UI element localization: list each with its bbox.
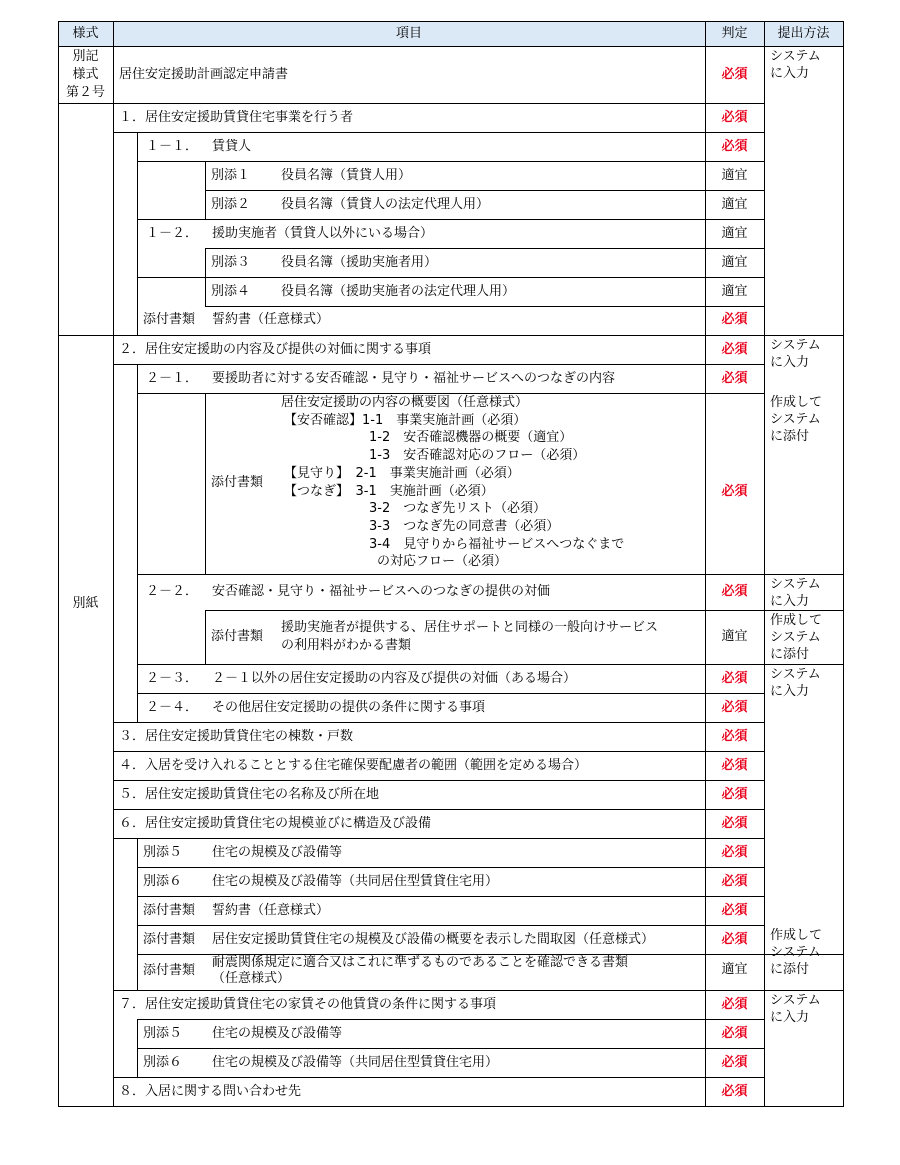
- required-mark: 必須: [721, 671, 748, 686]
- pledge-label: 誓約書（任意様式）: [212, 903, 330, 918]
- required-mark: 必須: [721, 874, 748, 889]
- form-title: 居住安定援助計画認定申請書: [119, 67, 289, 82]
- item-number: １－１．: [146, 139, 199, 154]
- submission-system-input: システム に入力: [770, 577, 821, 609]
- submission-attach: 作成して システム に添付: [770, 928, 823, 977]
- required-mark: 必須: [721, 700, 748, 715]
- table-rule: [58, 103, 765, 104]
- section-2: ２．居住安定援助の内容及び提供の対価に関する事項: [119, 342, 432, 357]
- submission-system-input: システム に入力: [770, 338, 821, 370]
- submission-system-input: システム に入力: [770, 667, 821, 699]
- table-rule: [137, 132, 138, 336]
- table-rule: [137, 1048, 765, 1049]
- attachment-label: 役員名簿（援助実施者用）: [281, 255, 438, 270]
- item-label: その他居住安定援助の提供の条件に関する事項: [212, 700, 486, 715]
- required-mark: 必須: [721, 1026, 748, 1041]
- table-rule: [113, 722, 765, 723]
- attachment-label: 住宅の規模及び設備等: [212, 845, 343, 860]
- attachment-label: 役員名簿（賃貸人用）: [281, 168, 412, 183]
- table-rule: [137, 1019, 765, 1020]
- item-label: 援助実施者（賃貸人以外にいる場合）: [212, 226, 434, 241]
- header-item: 項目: [395, 26, 422, 41]
- required-mark: 必須: [721, 584, 748, 599]
- overview-doc-line: 1-2 安否確認機器の概要（適宜）: [369, 430, 573, 446]
- table-rule: [137, 277, 765, 278]
- attachment-number: 別添５: [143, 1026, 183, 1041]
- optional-mark: 適宜: [721, 197, 748, 212]
- section-1: １．居住安定援助賃貸住宅事業を行う者: [119, 110, 354, 125]
- table-rule: [205, 393, 206, 575]
- table-rule: [205, 610, 844, 611]
- item-number: １－２．: [146, 226, 199, 241]
- item-label: 要援助者に対する安否確認・見守り・福祉サービスへのつなぎの内容: [212, 371, 616, 386]
- optional-mark: 適宜: [721, 168, 748, 183]
- overview-doc-line: 【見守り】 2-1 事業実施計画（必須）: [284, 465, 520, 481]
- item-label: 安否確認・見守り・福祉サービスへのつなぎの提供の対価: [212, 584, 551, 599]
- table-rule: [137, 574, 844, 575]
- item-number: ２－４．: [146, 700, 199, 715]
- required-mark: 必須: [721, 997, 748, 1012]
- overview-doc-line: 3-4 見守りから福祉サービスへつなぐまで: [369, 536, 625, 552]
- attachment-label: 住宅の規模及び設備等（共同居住型賃貸住宅用）: [212, 1055, 499, 1070]
- docs-label: 添付書類: [143, 312, 196, 327]
- table-rule: [205, 190, 765, 191]
- submission-system-input: システム に入力: [770, 49, 821, 81]
- section-7: ７．居住安定援助賃貸住宅の家賃その他賃貸の条件に関する事項: [119, 997, 497, 1012]
- required-mark: 必須: [721, 484, 748, 499]
- attachment-label: 役員名簿（賃貸人の法定代理人用）: [281, 197, 490, 212]
- table-rule: [205, 610, 206, 665]
- table-rule: [843, 21, 844, 1107]
- table-rule: [137, 838, 138, 991]
- pledge-label: 誓約書（任意様式）: [212, 312, 330, 327]
- attachment-label: 役員名簿（援助実施者の法定代理人用）: [281, 284, 516, 299]
- required-mark: 必須: [721, 932, 748, 947]
- table-rule: [113, 21, 114, 1107]
- required-mark: 必須: [721, 342, 748, 357]
- table-rule: [137, 219, 765, 220]
- table-rule: [137, 867, 765, 868]
- required-mark: 必須: [721, 729, 748, 744]
- optional-mark: 適宜: [721, 284, 748, 299]
- table-rule: [58, 21, 844, 22]
- table-rule: [113, 132, 765, 133]
- table-rule: [113, 838, 765, 839]
- section-5: ５．居住安定援助賃貸住宅の名称及び所在地: [119, 787, 380, 802]
- item-label: 賃貸人: [212, 139, 252, 154]
- table-rule: [113, 809, 765, 810]
- docs-label: 添付書類: [143, 963, 196, 978]
- attachment-label: 住宅の規模及び設備等: [212, 1026, 343, 1041]
- table-rule: [764, 21, 765, 1107]
- table-rule: [58, 335, 844, 336]
- overview-doc-line: 3-3 つなぎ先の同意書（必須）: [369, 518, 560, 534]
- table-rule: [58, 1106, 844, 1107]
- table-rule: [113, 364, 765, 365]
- required-mark: 必須: [721, 139, 748, 154]
- required-mark: 必須: [721, 371, 748, 386]
- required-mark: 必須: [721, 845, 748, 860]
- item-label: ２－１以外の居住安定援助の内容及び提供の対価（ある場合）: [212, 671, 577, 686]
- table-rule: [137, 364, 138, 723]
- section-4: ４．入居を受け入れることとする住宅確保要配慮者の範囲（範囲を定める場合）: [119, 758, 588, 773]
- submission-system-input: システム に入力: [770, 993, 821, 1025]
- overview-doc-line: 3-2 つなぎ先リスト（必須）: [369, 501, 546, 517]
- table-rule: [113, 751, 765, 752]
- required-mark: 必須: [721, 816, 748, 831]
- overview-doc-line: 【安否確認】1-1 事業実施計画（必須）: [284, 412, 527, 428]
- table-rule: [113, 990, 844, 991]
- table-rule: [137, 1019, 138, 1078]
- docs-label: 添付書類: [211, 629, 264, 644]
- table-rule: [137, 161, 765, 162]
- submission-attach: 作成して システム に添付: [770, 395, 823, 444]
- table-rule: [137, 664, 844, 665]
- table-rule: [137, 925, 765, 926]
- attachment-number: 別添２: [211, 197, 251, 212]
- attachment-number: 別添６: [143, 874, 183, 889]
- attachment-number: 別添４: [211, 284, 251, 299]
- item-number: ２－１．: [146, 371, 199, 386]
- seismic-label: 耐震関係規定に適合又はこれに準ずるものであることを確認できる書類 （任意様式）: [212, 955, 629, 986]
- required-mark: 必須: [721, 758, 748, 773]
- docs-label: 添付書類: [143, 903, 196, 918]
- attachment-number: 別添１: [211, 168, 251, 183]
- overview-doc-line: 居住安定援助の内容の概要図（任意様式）: [281, 395, 529, 410]
- docs-label: 添付書類: [143, 932, 196, 947]
- overview-doc-line: 【つなぎ】 3-1 実施計画（必須）: [284, 483, 494, 499]
- table-rule: [205, 161, 206, 220]
- required-mark: 必須: [721, 1055, 748, 1070]
- table-rule: [137, 896, 765, 897]
- section-6: ６．居住安定援助賃貸住宅の規模並びに構造及び設備: [119, 816, 432, 831]
- fee-document: 援助実施者が提供する、居住サポートと同様の一般向けサービス の利用料がわかる書類: [281, 620, 659, 653]
- table-rule: [205, 248, 765, 249]
- table-rule: [205, 306, 765, 307]
- header-submission: 提出方法: [777, 26, 830, 41]
- appendix-label: 別紙: [72, 596, 99, 611]
- table-rule: [113, 1077, 765, 1078]
- optional-mark: 適宜: [721, 962, 748, 977]
- table-rule: [113, 780, 765, 781]
- required-mark: 必須: [721, 67, 748, 82]
- table-rule: [58, 21, 59, 1107]
- required-mark: 必須: [721, 312, 748, 327]
- optional-mark: 適宜: [721, 629, 748, 644]
- required-mark: 必須: [721, 787, 748, 802]
- floor-plan-label: 居住安定援助賃貸住宅の規模及び設備の概要を表示した間取図（任意様式）: [212, 932, 655, 947]
- table-rule: [137, 693, 765, 694]
- item-number: ２－３．: [146, 671, 199, 686]
- submission-attach: 作成して システム に添付: [770, 613, 823, 662]
- required-mark: 必須: [721, 903, 748, 918]
- required-mark: 必須: [721, 110, 748, 125]
- section-8: ８．入居に関する問い合わせ先: [119, 1084, 302, 1099]
- header-style: 様式: [72, 26, 99, 41]
- overview-doc-line: 1-3 安否確認対応のフロー（必須）: [369, 448, 586, 464]
- header-judgement: 判定: [721, 26, 748, 41]
- required-mark: 必須: [721, 1084, 748, 1099]
- attachment-number: 別添３: [211, 255, 251, 270]
- table-rule: [205, 248, 206, 307]
- form-style-label: 別記 様式 第２号: [65, 49, 105, 100]
- table-rule: [58, 46, 844, 47]
- optional-mark: 適宜: [721, 226, 748, 241]
- overview-doc-line: の対応フロー（必須）: [377, 554, 508, 570]
- docs-label: 添付書類: [211, 475, 264, 490]
- item-number: ２－２．: [146, 584, 199, 599]
- optional-mark: 適宜: [721, 255, 748, 270]
- attachment-number: 別添６: [143, 1055, 183, 1070]
- attachment-label: 住宅の規模及び設備等（共同居住型賃貸住宅用）: [212, 874, 499, 889]
- section-3: ３．居住安定援助賃貸住宅の棟数・戸数: [119, 729, 354, 744]
- attachment-number: 別添５: [143, 845, 183, 860]
